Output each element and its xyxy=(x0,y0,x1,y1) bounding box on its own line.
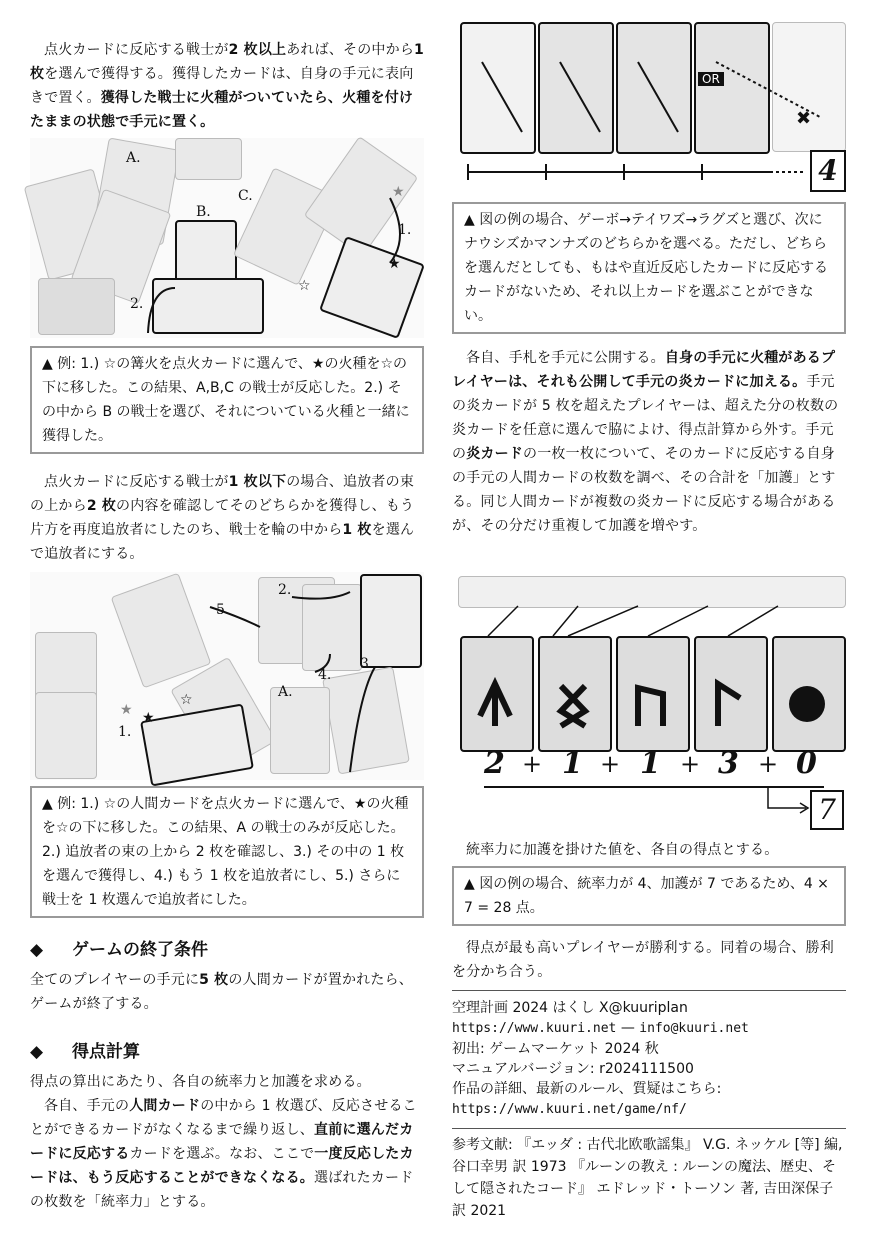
caption-example-3: ▲ 図の例の場合、ゲーボ→テイワズ→ラグズと選び、次にナウシズかマンナズのどちらかを選べる。ただし、どちらを選んだとしても、もはや直近反応したカードに反応するカードがないため、それ以上カードを選ぶことができない。 xyxy=(452,202,846,334)
game-page-link[interactable]: https://www.kuuri.net/game/nf/ xyxy=(452,1102,687,1117)
paragraph-ignite-single: 点火カードに反応する戦士が1 枚以下の場合、追放者の束の上から2 枚の内容を確認してそのどちらかを獲得し、もう片方を再度追放者にしたのち、戦士を輪の中から1 枚を選んで追放者にする。 xyxy=(30,474,415,562)
svg-text:✖: ✖ xyxy=(796,108,812,129)
svg-text:★: ★ xyxy=(388,256,401,272)
label-a: A. xyxy=(126,150,141,166)
chain-arrows xyxy=(460,22,846,190)
divider xyxy=(452,990,846,991)
credits: 空理計画 2024 はくし X@kuuriplan https://www.kuuri.net — info@kuuri.net 初出: ゲームマーケット 2024 秋 マニュアルバージョン: r2024111500 作品の詳細、最新のルール、質疑はこちら: https://www.kuuri.net/game/nf/ xyxy=(452,1000,749,1117)
paragraph-leadership: 各自、手元の人間カードの中から 1 枚選び、反応させることができるカードがなくなるまで繰り返し、直前に選んだカードに反応するカードを選ぶ。なお、ここで一度反応したカードは、もう反応することができなくなる。選ばれたカードの枚数を「統率力」とする。 xyxy=(30,1098,417,1210)
paragraph-blessing: 各自、手札を手元に公開する。自身の手元に火種があるプレイヤーは、それも公開して手元の炎カードに加える。手元の炎カードが 5 枚を超えたプレイヤーは、超えた分の枚数の炎カードを任意に選んで脇によけ、得点計算から外す。手元の炎カードの一枚一枚について、そのカードに反応する自身の手元の人間カードの枚数を調べ、その合計を「加護」とする。同じ人間カードが複数の炎カードに反応する場合があるが、その分だけ重複して加護を増やす。 xyxy=(452,350,839,534)
website-link[interactable]: https://www.kuuri.net xyxy=(452,1021,617,1036)
caption-example-1: ▲ 例: 1.) ☆の篝火を点火カードに選んで、★の火種を☆の下に移した。この結果、A,B,C の戦士が反応した。2.) その中から B の戦士を選び、それについている火種と一緒に獲得した。 xyxy=(30,346,424,454)
heading-scoring: ◆ 得点計算 xyxy=(30,1042,140,1062)
label-1: 1. xyxy=(118,724,132,740)
label-4: 4. xyxy=(318,667,332,683)
paragraph-ignite-multiple: 点火カードに反応する戦士が2 枚以上あれば、その中から1 枚を選んで獲得する。獲得したカードは、自身の手元に表向きで置く。獲得した戦士に火種がついていたら、火種を付けたままの状態で手元に置く。 xyxy=(30,42,424,130)
caption-example-4: ▲ 図の例の場合、統率力が 4、加護が 7 であるため、4 × 7 = 28 点。 xyxy=(452,866,846,926)
count-box: 4 xyxy=(810,150,846,192)
figure-chain-example xyxy=(460,22,846,190)
svg-text:☆: ☆ xyxy=(180,692,193,708)
label-a: A. xyxy=(278,684,293,700)
label-2: 2. xyxy=(130,296,144,312)
diamond-icon: ◆ xyxy=(30,940,44,960)
label-3: 3. xyxy=(360,656,374,672)
svg-text:★: ★ xyxy=(142,710,155,726)
label-2: 2. xyxy=(278,582,292,598)
figure-blessing-example xyxy=(458,576,846,828)
paragraph-victory: 得点が最も高いプレイヤーが勝利する。同着の場合、勝利を分かち合う。 xyxy=(452,940,834,980)
references: 参考文献: 『エッダ : 古代北欧歌謡集』 V.G. ネッケル [等] 編, 谷口幸男 訳 1973 『ルーンの教え : ルーンの魔法、歴史、そして隠されたコード』 エドレッド・トーソン 著, 吉田深保子 訳 2021 xyxy=(452,1137,843,1219)
svg-text:★: ★ xyxy=(392,184,405,200)
paragraph-score: 統率力に加護を掛けた値を、各自の得点とする。 xyxy=(466,842,779,858)
total-arrow xyxy=(458,576,846,828)
or-label: OR xyxy=(698,72,724,86)
svg-text:☆: ☆ xyxy=(298,278,311,294)
arrows xyxy=(30,572,424,780)
blessing-sum: 2 + 1 + 1 + 3 + 0 xyxy=(484,746,824,788)
paragraph-end-condition: 全てのプレイヤーの手元に5 枚の人間カードが置かれたら、ゲームが終了する。 xyxy=(30,972,413,1012)
email-link[interactable]: info@kuuri.net xyxy=(639,1021,749,1036)
label-c: C. xyxy=(238,188,253,204)
label-5: 5. xyxy=(216,602,230,618)
caption-example-2: ▲ 例: 1.) ☆の人間カードを点火カードに選んで、★の火種を☆の下に移した。この結果、A の戦士のみが反応した。2.) 追放者の束の上から 2 枚を確認し、3.) その中の 1 枚を選んで獲得し、4.) もう 1 枚を追放者にし、5.) さらに戦士を 1 枚選んで追放者にした。 xyxy=(30,786,424,918)
heading-end-condition: ◆ ゲームの終了条件 xyxy=(30,940,208,960)
diamond-icon: ◆ xyxy=(30,1042,44,1062)
label-1: 1. xyxy=(398,222,412,238)
label-b: B. xyxy=(196,204,211,220)
paragraph-scoring-intro: 得点の算出にあたり、各自の統率力と加護を求める。 xyxy=(30,1074,371,1090)
figure-ignite-example xyxy=(30,138,424,338)
arrows xyxy=(30,138,424,338)
figure-exile-example xyxy=(30,572,424,780)
svg-text:★: ★ xyxy=(120,702,133,718)
divider xyxy=(452,1128,846,1129)
total-box: 7 xyxy=(810,790,844,830)
